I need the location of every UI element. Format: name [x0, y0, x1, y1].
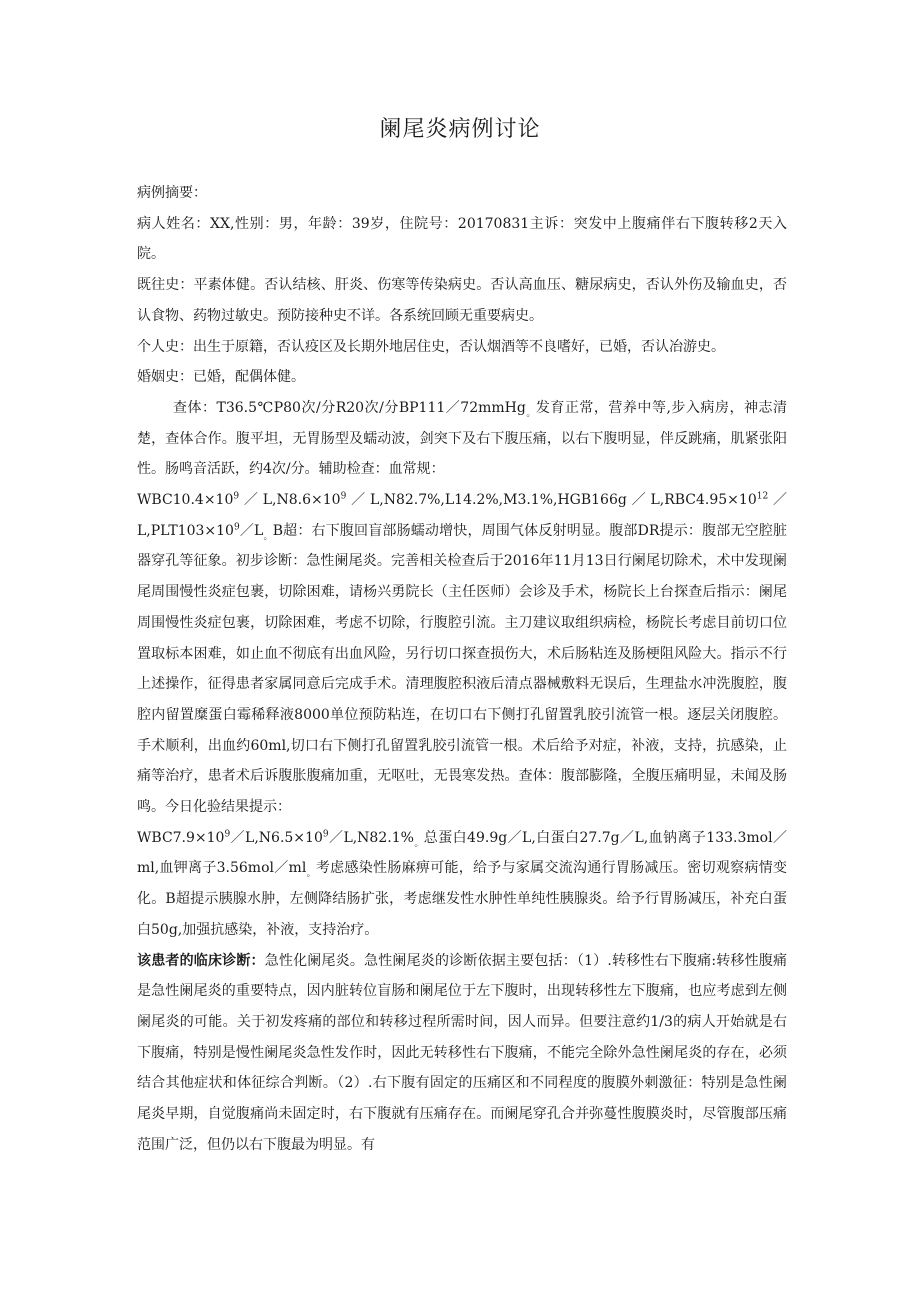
sub-mark: 。 — [413, 838, 424, 849]
document-title: 阑尾炎病例讨论 — [379, 117, 541, 142]
lab2-wbc: WBC7.9×10 — [137, 829, 225, 846]
lab2-n-pct: ／L,N82.1% — [328, 829, 414, 846]
diagnosis-label: 该患者的临床诊断： — [137, 952, 265, 969]
lab2-protein: 总蛋白49.9g／L,白蛋白27.7g／L,血钠离子133.3mol／ml,血钾离子3.56mol／ml — [137, 829, 787, 877]
lab-plt-unit: ／L — [239, 522, 264, 539]
diagnosis-text: 急性化阑尾炎。急性阑尾炎的诊断依据主要包括：（1）.转移性右下腹痛:转移性腹痛是急性阑尾炎的重要特点，因内脏转位盲肠和阑尾位于左下腹时，出现转移性左下腹痛，也应考虑到左侧阑尾炎的可能。关于初发疼痛的部位和转移过程所需时间，因人而异。但要注意约1/3的病人开始就是右下腹痛，特别是慢性阑尾炎急性发作时，因此无转移性右下腹痛，不能完全除外急性阑尾炎的存在，必须结合其他症状和体征综合判断。（2）.右下腹有固定的压痛区和不同程度的腹膜外刺激征：特别是急性阑尾炎早期，自觉腹痛尚未固定时，右下腹就有压痛存在。而阑尾穿孔合并弥蔓性腹膜炎时，尽管腹部压痛范围广泛，但仍以右下腹最为明显。有 — [137, 952, 788, 1153]
exp-9: 9 — [233, 522, 240, 533]
exam-paragraph — [137, 393, 787, 485]
exp-9: 9 — [224, 829, 231, 840]
exp-12: 12 — [756, 491, 769, 502]
personal-history: 个人史：出生于原籍，否认疫区及长期外地居住史，否认烟酒等不良嗜好，已婚，否认冶游史。 — [137, 338, 725, 355]
lab-rbc: ／L,N82.7%,L14.2%,M3.1%,HGB166g／L,RBC4.95×10 — [346, 492, 757, 509]
lab-n: ／L,N8.6×10 — [239, 492, 341, 509]
sub-mark: 。 — [263, 531, 273, 542]
course-text: B超：右下腹回盲部肠蠕动增快，周围气体反射明显。腹部DR提示：腹部无空腔脏器穿孔等征象。初步诊断：急性阑尾炎。完善相关检查后于2016年11月13日行阑尾切除术，术中发现阑尾周围慢性炎症包裹，切除困难，请杨兴勇院长（主任医师）会诊及手术，杨院长上台探查后指示：阑尾周围慢性炎症包裹，切除困难，考虑不切除，行腹腔引流。主刀建议取组织病检，杨院长考虑目前切口位置取标本困难，如止血不彻底有出血风险，另行切口探查损伤大，术后肠粘连及肠梗阻风险大。指示不行上述操作，征得患者家属同意后完成手术。清理腹腔积液后清点器械敷料无误后，生理盐水冲洗腹腔，腹腔内留置糜蛋白霉稀释液8000单位预防粘连，在切口右下侧打孔留置乳胶引流管一根。逐层关闭腹腔。手术顺利，出血约60ml,切口右下侧打孔留置乳胶引流管一根。术后给予对症，补液，支持，抗感染，止痛等治疗，患者术后诉腹胀腹痛加重，无呕吐，无畏寒发热。查体：腹部膨隆，全腹压痛明显，未闻及肠鸣。今日化验结果提示： — [137, 522, 787, 816]
lab2-plan: 考虑感染性肠麻痹可能，给予与家属交流沟通行胃肠减压。密切观察病情变化。B超提示胰腺水肿，左侧降结肠扩张，考虑继发性水肿性单纯性胰腺炎。给予行胃肠减压，补充白蛋白50g,加强抗感染，补液，支持治疗。 — [137, 860, 787, 938]
vitals-sub-mark: 。 — [525, 408, 536, 419]
lab2-paragraph — [137, 823, 787, 946]
lab-plt: ／L,PLT103×10 — [137, 492, 788, 539]
vitals-text: 查体：T36.5℃P80次/分R20次/分BP111／72mmHg — [173, 399, 526, 416]
lab-wbc: WBC10.4×10 — [137, 492, 234, 509]
summary-heading: 病例摘要： — [137, 185, 207, 201]
exp-9: 9 — [322, 829, 329, 840]
document-body — [137, 178, 787, 1161]
exp-9: 9 — [233, 491, 240, 502]
lab2-n: ／L,N6.5×10 — [230, 829, 323, 846]
past-history: 既往史：平素体健。否认结核、肝炎、伤寒等传染病史。否认高血压、糖尿病史，否认外伤及输血史，否认食物、药物过敏史。预防接种史不详。各系统回顾无重要病史。 — [137, 277, 787, 324]
marital-history: 婚姻史：已婚，配偶体健。 — [137, 369, 305, 386]
exam-text: 发育正常，营养中等,步入病房，神志清楚，查体合作。腹平坦，无胃肠型及蠕动波，剑突下及右下腹压痛，以右下腹明显，伴反跳痛，肌紧张阳性。肠鸣音活跃，约4次/分。辅助检查：血常规： — [137, 399, 787, 478]
lab-paragraph — [137, 485, 787, 823]
exp-9: 9 — [340, 491, 347, 502]
sub-mark: 。 — [306, 869, 316, 880]
patient-info: 病人姓名：XX,性别：男，年龄：39岁，住院号：20170831主诉：突发中上腹痛伴右下腹转移2天入院。 — [137, 215, 787, 263]
diagnosis-paragraph — [137, 946, 787, 1161]
